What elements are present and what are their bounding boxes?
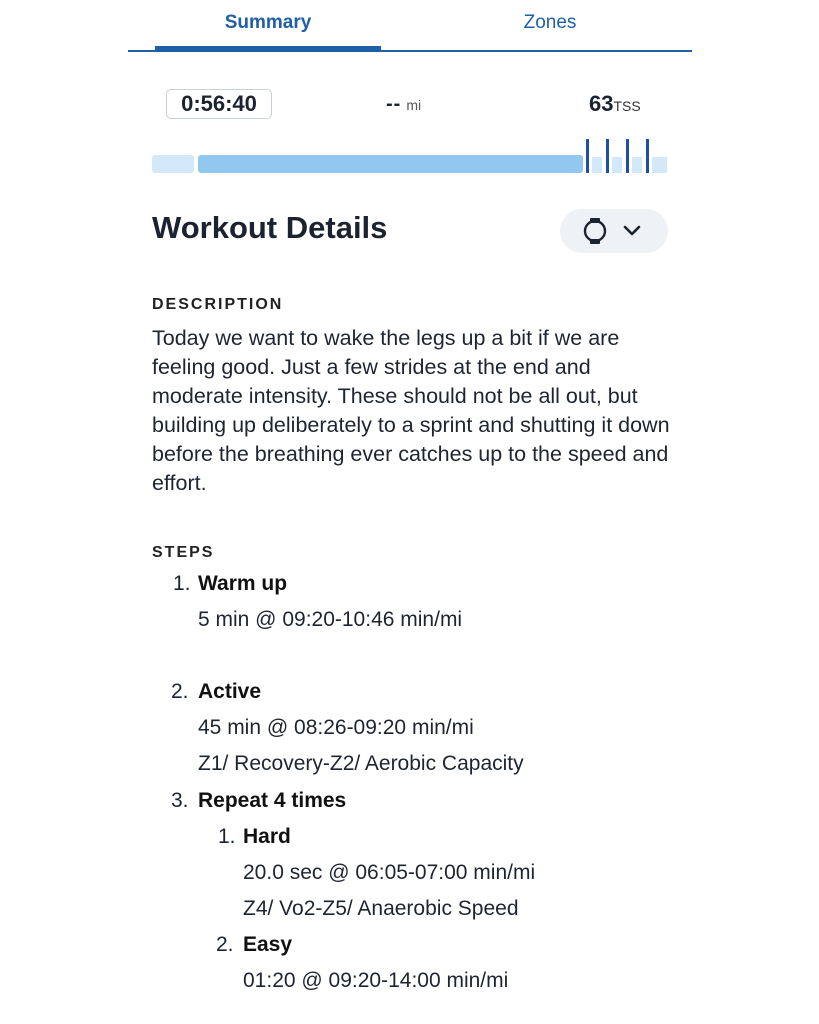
- step-number: 2.: [171, 680, 189, 703]
- tss-value: 63: [589, 91, 614, 116]
- step-title: Repeat 4 times: [198, 789, 347, 812]
- substep-number: 2.: [216, 933, 234, 956]
- step-title: Warm up: [198, 572, 288, 595]
- duration-value: 0:56:40: [166, 89, 272, 119]
- tab-zones[interactable]: Zones: [523, 12, 577, 33]
- substep-number: 1.: [218, 825, 236, 848]
- graph-bar-hard: [586, 139, 589, 173]
- page-title: Workout Details: [152, 210, 388, 245]
- device-sync-button[interactable]: [560, 209, 668, 253]
- graph-bar-hard: [626, 139, 629, 173]
- step-detail: 5 min @ 09:20-10:46 min/mi: [198, 608, 463, 631]
- graph-bar-easy: [612, 157, 622, 173]
- tss-stat: [589, 91, 641, 117]
- distance-stat: [386, 93, 421, 116]
- graph-bar-active: [198, 155, 583, 173]
- watch-icon: [560, 209, 668, 253]
- substep-title: Hard: [243, 825, 291, 848]
- tab-summary[interactable]: Summary: [224, 12, 312, 33]
- graph-bar-warmup: [152, 155, 194, 173]
- graph-bar-easy: [592, 157, 602, 173]
- distance-unit: mi: [406, 97, 422, 113]
- step-title: Active: [198, 680, 262, 703]
- step-number: 1.: [173, 572, 191, 595]
- distance-value: --: [386, 93, 402, 115]
- substep-detail: 01:20 @ 09:20-14:00 min/mi: [243, 969, 509, 992]
- substep-title: Easy: [243, 933, 293, 956]
- step-number: 3.: [171, 789, 189, 812]
- substep-zone: Z4/ Vo2-Z5/ Anaerobic Speed: [243, 897, 519, 920]
- description-label: DESCRIPTION: [152, 296, 284, 313]
- graph-bar-hard: [606, 139, 609, 173]
- tss-unit: TSS: [613, 98, 641, 114]
- steps-label: STEPS: [152, 544, 215, 561]
- substep-detail: 20.0 sec @ 06:05-07:00 min/mi: [243, 861, 536, 884]
- step-zone: Z1/ Recovery-Z2/ Aerobic Capacity: [198, 752, 524, 775]
- tab-active-indicator: [155, 46, 381, 52]
- graph-bar-easy: [632, 157, 642, 173]
- graph-bar-easy: [652, 157, 667, 173]
- chevron-down-icon: [622, 223, 642, 239]
- description-text: Today we want to wake the legs up a bit if we are feeling good. Just a few strides at the end and moderate intensity. These should not be all out, but building up deliberately to a sprint and shutting it down before the breathing ever catches up to the speed and effort.: [152, 326, 670, 495]
- graph-bar-hard: [646, 139, 649, 173]
- step-detail: 45 min @ 08:26-09:20 min/mi: [198, 716, 474, 739]
